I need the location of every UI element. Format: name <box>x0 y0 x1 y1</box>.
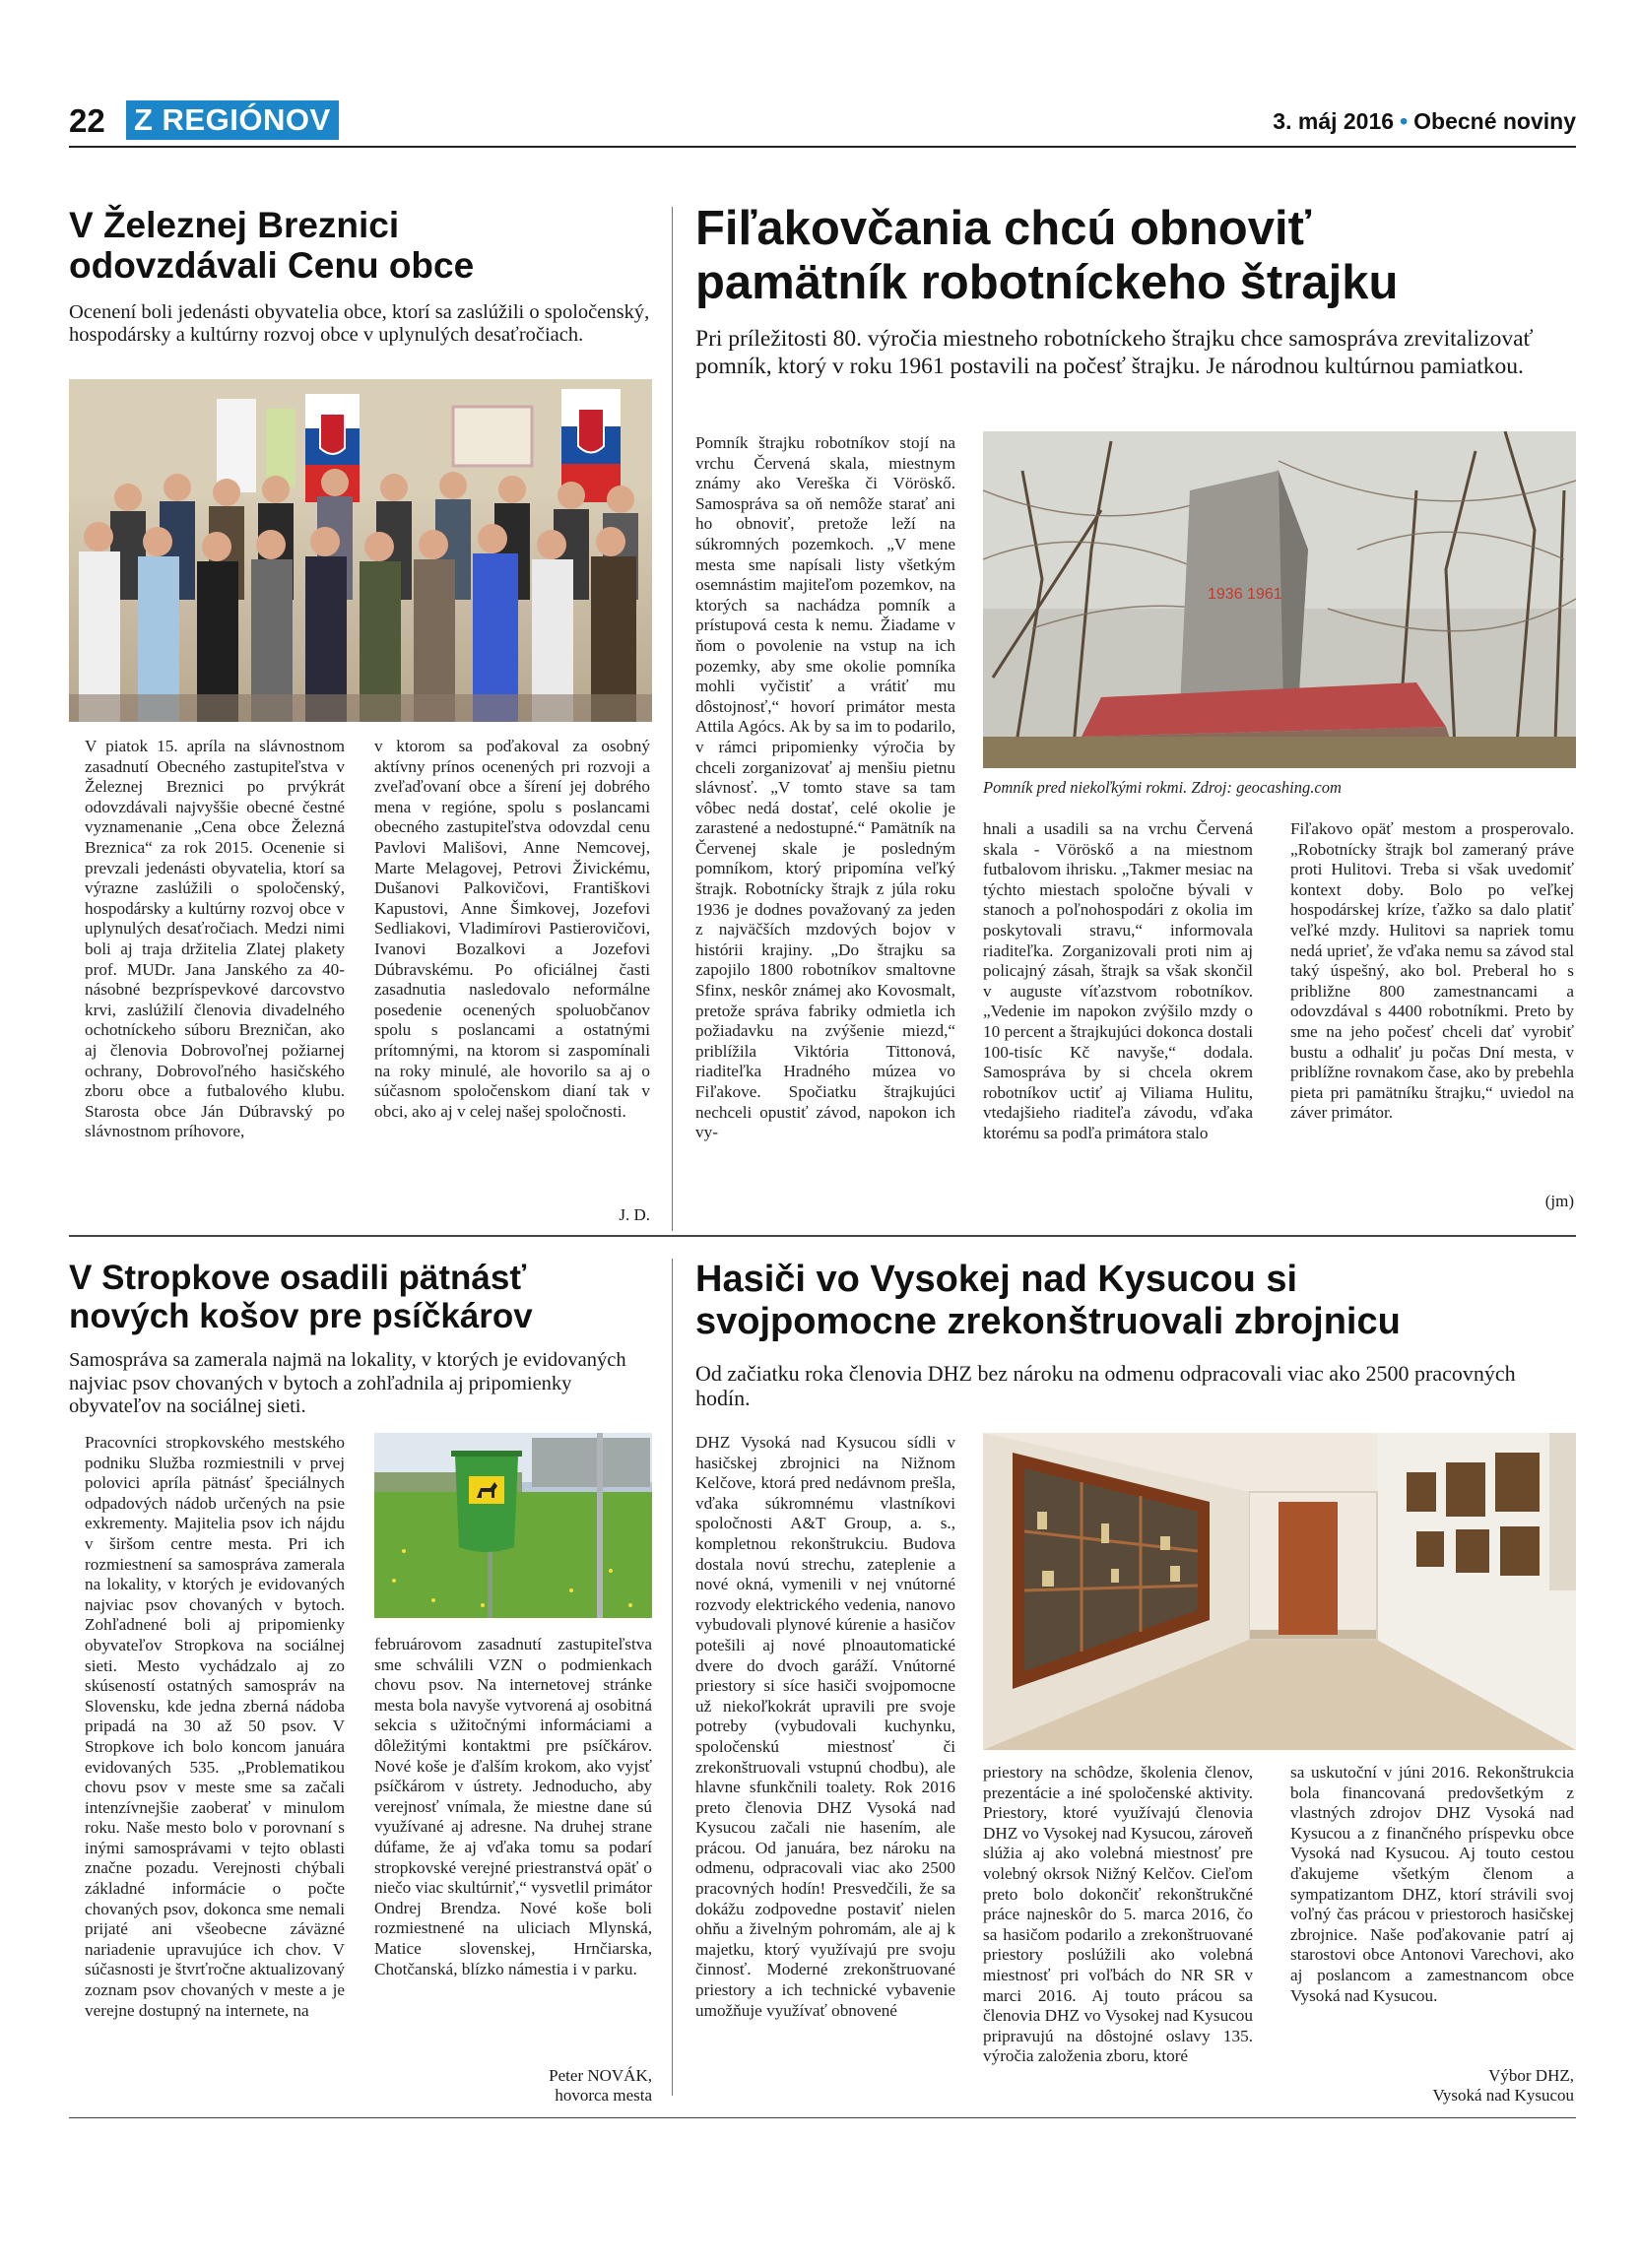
article3-headline <box>69 1259 660 1335</box>
article1-column2: v ktorom sa poďakoval za osobný aktívny prínos ocenených pri rozvoji a zveľaďovaní obce a šírení jej dobrého mena v regióne, spolu s poslancami obecného zastupiteľstva odovzdal cenu Pavlovi Mališovi, Anne Nemcovej, Marte Melagovej, Petrovi Živickému, Dušanovi Palkovičovi, Františkovi Kapustovi, Anne Šimkovej, Jozefovi Sedliakovi, Vladimírovi Pastierovičovi, Ivanovi Bozalkovi a Jozefovi Dúbravskému. Po oficiálnej časti zasadnutia nasledovalo neformálne posedenie ocenených spoluobčanov spolu s poslancami a ostatnými prítomnými, na ktorom si zaspomínali na roky minulé, ale hovorilo sa aj o súčasnom spoločenskom dianí tak v obci, ako aj v celej našej spoločnosti. <box>374 737 650 1121</box>
column-divider-lower <box>672 1259 673 2096</box>
dog-waste-bin-photo <box>374 1433 652 1618</box>
article3-lead: Samospráva sa zamerala najmä na lokality, v ktorých je evidovaných najviac psov chovaných v bytoch a zohľadnila aj pripomienky obyvateľov na sociálnej sieti. <box>69 1349 626 1417</box>
issue-date: 3. máj 2016 <box>1273 108 1395 134</box>
article4-headline-line2: svojpomocne zrekonštruovali zbrojnicu <box>695 1300 1401 1342</box>
separator-dot: • <box>1400 108 1409 134</box>
footer-rule <box>69 2117 1576 2118</box>
article1-headline <box>69 205 660 287</box>
section-label: Z REGIÓNOV <box>126 100 339 140</box>
page-header <box>69 98 1576 148</box>
award-ceremony-photo <box>69 379 652 722</box>
article4-column2: priestory na schôdze, školenia členov, prezentácie a iné spoločenské aktivity. Priestory, ktoré využívajú členovia DHZ vo Vysokej nad Kysucou, zároveň slúžia aj ako volebná miestnosť pre volebný okrsok Nižný Kelčov. Cieľom preto bolo dokončiť rekonštrukčné práce najneskôr do 5. marca 2016, čo sa hasičom podarilo a zrekonštruované priestory poslúžili ako volebná miestnosť pri voľbách do NR SR v marci 2016. Aj touto prácou sa členovia DHZ vo Vysokej nad Kysucou pripravujú na dôstojné oslavy 135. výročia založenia zboru, ktoré <box>983 1763 1253 2066</box>
article2-headline-line1: Fiľakovčania chcú obnoviť <box>695 202 1312 255</box>
article2-headline-line2: pamätník robotníckeho štrajku <box>695 255 1399 309</box>
header-rule <box>69 146 1576 148</box>
article3-column1: Pracovníci stropkovského mestského podniku Služba rozmiestnili v prvej polovici apríla pätnásť špeciálnych odpadových nádob určených na psie exkrementy. Majitelia psov ich nájdu v širšom centre mesta. Pri ich rozmiestnení sa samospráva zamerala na lokality, v ktorých je evidovaných najviac psov chovaných v bytoch. Zohľadnené boli aj pripomienky obyvateľov Stropkova na sociálnej sieti. Mesto vychádzalo aj zo skúseností ostatných samospráv na Slovensku, kde jedna zberná nádoba pripadá na 30 až 50 psov. V Stropkove ich bolo koncom januára evidovaných 535. „Problematikou chovu psov v meste sme sa začali intenzívnejšie zaoberať v minulom roku. Naše mesto bolo v porovnaní s inými samosprávami v tejto oblasti značne pozadu. Verejnosti chýbali základné informácie o počte chovaných psov, dokonca sme nemali prijaté ani všeobecne záväzné nariadenie upravujúce ich chov. V súčasnosti je štvrťročne aktualizovaný zoznam psov chovaných v meste a je verejne dostupný na internete, na <box>85 1433 345 2020</box>
section-divider <box>69 1235 1576 1237</box>
article2-lead: Pri príležitosti 80. výročia miestneho robotníckeho štrajku chce samospráva zrevitalizovať pomník, ktorý v roku 1961 postavili na počesť štrajku. Je národnou kultúrnou pamiatkou. <box>695 326 1534 379</box>
article2-column2: hnali a usadili sa na vrchu Červená skala - Vöröskő a na miestnom futbalovom ihrisku. „Takmer mesiac na týchto miestach spoločne bývali v stanoch a poľnohospodári z okolia im poskytovali stravu,“ informovala riaditeľka. Zorganizovali proti nim aj policajný zásah, štrajk sa však skončil v auguste víťazstvom robotníkov. „Vedenie im napokon zvýšilo mzdy o 10 percent a štrajkujúci dokonca dostali 100-tisíc Kč navyše,“ dodala. Samospráva by si chcela okrem robotníkov uctiť aj Viliama Hulitu, vtedajšieho riaditeľa závodu, vďaka ktorému sa podľa primátora stalo <box>983 819 1253 1142</box>
article4-signature-place: Vysoká nad Kysucou <box>1432 2086 1574 2105</box>
issue-info <box>1273 108 1576 135</box>
article3-signature <box>374 2066 652 2106</box>
article3-signature-role: hovorca mesta <box>555 2086 652 2105</box>
article3-signature-name: Peter NOVÁK, <box>549 2066 652 2085</box>
article1-headline-line2: odovzdávali Cenu obce <box>69 245 475 287</box>
article4-lead: Od začiatku roka členovia DHZ bez nároku na odmenu odpracovali viac ako 2500 pracovných hodín. <box>695 1361 1516 1410</box>
monument-photo <box>983 431 1576 768</box>
page-number: 22 <box>69 102 105 139</box>
article4-signature <box>1290 2066 1574 2106</box>
article1-headline-line1: V Železnej Breznici <box>69 205 400 245</box>
article3-column2: februárovom zasadnutí zastupiteľstva sme schválili VZN o podmienkach chovu psov. Na internetovej stránke mesta bola navyše vytvorená aj osobitná sekcia s užitočnými informáciami a dôležitými kontaktmi pre psíčkárov. Nové koše je ďalším krokom, ako vyjsť psíčkárom v ústrety. Jednoducho, aby verejnosť vnímala, že miestne dane sú využívané aj adresne. Na druhej strane dúfame, že aj vďaka tomu sa podarí stropkovské verejné priestranstvá opäť o niečo viac skultúrniť,“ vysvetlil primátor Ondrej Brendza. Nové koše boli rozmiestnené na uliciach Mlynská, Matice slovenskej, Hrnčiarska, Chotčanská, blízko námestia i v parku. <box>374 1635 652 1978</box>
article4-column3: sa uskutoční v júni 2016. Rekonštrukcia bola financovaná predovšetkým z vlastných zdrojov DHZ Vysoká nad Kysucou a z finančného príspevku obce Vysoká nad Kysucou. Aj touto cestou ďakujeme všetkým členom a sympatizantom DHZ, ktorí strávili svoj voľný čas prácou v priestoroch hasičskej zbrojnice. Naše poďakovanie patrí aj starostovi obce Antonovi Varechovi, ako aj poslancom a zamestnancom obce Vysoká nad Kysucou. <box>1290 1763 1574 2005</box>
article1-lead: Ocenení boli jedenásti obyvatelia obce, ktorí sa zaslúžili o spoločenský, hospodársky a kultúrny rozvoj obce v uplynulých desaťročiach. <box>69 301 650 346</box>
article1-signature: J. D. <box>619 1205 650 1224</box>
article4-signature-org: Výbor DHZ, <box>1488 2066 1574 2085</box>
article4-headline <box>695 1259 1582 1342</box>
article2-signature: (jm) <box>1544 1192 1574 1210</box>
article2-column1: Pomník štrajku robotníkov stojí na vrchu Červená skala, miestnym známy ako Vereška či Vöröskő. Samospráva sa oň nemôže starať ani ho obnoviť, pretože leží na súkromných pozemkoch. „V mene mesta sme napísali listy všetkým osemnástim majiteľom pozemkov, na ktorých sa nachádza pomník a prístupová cesta k nemu. Žiadame v ňom o povolenie na vstup na ich pozemky, aby sme okolie pomníka mohli vyčistiť a vrátiť mu dôstojnosť,“ hovorí primátor mesta Attila Agócs. Ak by sa im to podarilo, v rámci pripomienky výročia by chceli zorganizovať aj menšiu pietnu slávnosť. „V tomto stave sa tam vôbec nedá dostať, celé okolie je zarastené a nedostupné.“ Pamätník na Červenej skale je posledným pomníkom, ktorý pripomína veľký štrajk. Robotnícky štrajk z júla roku 1936 je dodnes považovaný za jeden z najväčších mzdových bojov v histórii krajiny. „Do štrajku sa zapojilo 1800 robotníkov smaltovne Sfinx, neskôr známej ako Kovosmalt, pretože správa fabriky odmietla ich požiadavku na zvýšenie miezd,“ priblížila Viktória Tittonová, riaditeľka Hradného múzea vo Fiľakove. Spočiatku štrajkujúci nechceli opustiť závod, napokon ich vy- <box>695 433 955 1142</box>
article3-headline-line2: nových košov pre psíčkárov <box>69 1297 533 1336</box>
monument-photo-caption: Pomník pred niekoľkými rokmi. Zdroj: geocashing.com <box>983 778 1342 797</box>
article4-column1: DHZ Vysoká nad Kysucou sídli v hasičskej zbrojnici na Nižnom Kelčove, ktorá pred nedávnom prešla, vďaka súkromnému vlastníkovi spoločnosti A&T Group, a. s., kompletnou rekonštrukciu. Budova dostala novú strechu, zateplenie a nové okná, vymenili v nej vnútorné rozvody elektrického vedenia, nanovo vybudovali plynové kúrenie a hasičov potešili aj nové plnoautomatické dvere do dvoch garáží. Vnútorné priestory si síce hasiči svojpomocne už niekoľkokrát upravili pre svoje potreby (vybudovali kuchynku, spoločenskú miestnosť či zrekonštruovali vstupnú chodbu), ale hlavne sfunkčnili toalety. Rok 2016 preto členovia DHZ Vysoká nad Kysucou začali nie hasením, ale prácou. Od januára, bez nároku na odmenu, odpracovali viac ako 2500 pracovných hodín! Presvedčili, že sa dokážu zodpovedne postaviť nielen ohňu a živelným pohromám, ale aj k majetku, ktorý využívajú pre svoju činnosť. Moderné zrekonštruované priestory a ich technické vybavenie umožňuje využívať obnovené <box>695 1433 955 2020</box>
article1-column1: V piatok 15. apríla na slávnostnom zasadnutí Obecného zastupiteľstva v Železnej Breznici po prvýkrát odovzdávali najvyššie obecné čestné vyznamenanie „Cena obce Železná Breznica“ za rok 2015. Ocenenie si prevzali jedenásti obyvatelia, ktorí sa výrazne zaslúžili o spoločenský, hospodársky a kultúrny rozvoj obce v uplynulých desaťročiach. Medzi nimi boli aj traja držitelia Zlatej plakety prof. MUDr. Jana Janského za 40-násobné bezpríspevkové darcovstvo krvi, zaslúžilí členovia divadelného ochotníckeho súboru Brezničan, ako aj členovia Dobrovoľnej požiarnej ochrany, Dobrovoľného hasičského zboru obce a futbalového klubu. Starosta obce Ján Dúbravský po slávnostnom príhovore, <box>85 737 345 1141</box>
column-divider <box>672 207 673 1231</box>
svg-text:1936 1961: 1936 1961 <box>1208 586 1282 603</box>
article4-headline-line1: Hasiči vo Vysokej nad Kysucou si <box>695 1259 1298 1300</box>
fire-station-interior-photo <box>983 1433 1576 1750</box>
paper-name: Obecné noviny <box>1413 108 1576 134</box>
article2-column3: Fiľakovo opäť mestom a prosperovalo. „Robotnícky štrajk bol zameraný práve proti Hulitovi. Treba si však uvedomiť kontext doby. Bolo po veľkej hospodárskej kríze, ťažko sa dalo platiť veľké mzdy. Hulitovi sa napriek tomu nedá uprieť, že vďaka nemu sa závod stal taký úspešný, ako bol. Preberal ho s približne 800 zamestnancami a odovzdával s 4400 robotníkmi. Preto by sme na jeho počesť chceli dať vyrobiť bustu a odhaliť ju počas Dní mesta, v priblížne rovnakom čase, ako by prebehla pieta pri pamätníku štrajku,“ uviedol na záver primátor. <box>1290 819 1574 1123</box>
article2-headline <box>695 202 1582 310</box>
article3-headline-line1: V Stropkove osadili pätnásť <box>69 1259 527 1297</box>
